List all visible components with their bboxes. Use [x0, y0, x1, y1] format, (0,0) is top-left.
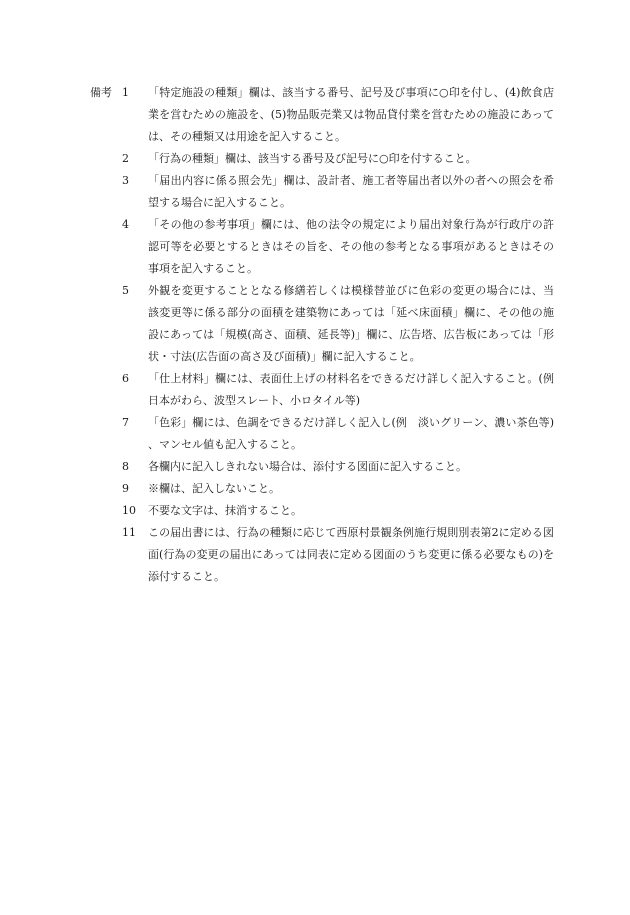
note-number: 8 [122, 460, 129, 473]
note-text: 「届出内容に係る照会先」欄は、設計者、施工者等届出者以外の者への照会を希望する場合に記入すること。 [148, 174, 554, 209]
note-item [122, 214, 554, 280]
remarks-heading: 備考 [90, 86, 112, 99]
notes-list [122, 82, 565, 588]
note-text: 「特定施設の種類」欄は、該当する番号、記号及び事項に○印を付し、(4)飲食店業を営むための施設を、(5)物品販売業又は物品貸付業を営むための施設にあっては、その種類又は用途を記入すること。 [148, 86, 554, 143]
note-text: 各欄内に記入しきれない場合は、添付する図面に記入すること。 [148, 460, 467, 473]
note-item [122, 82, 554, 148]
note-text: 不要な文字は、抹消すること。 [148, 504, 302, 517]
note-number: 6 [122, 372, 129, 385]
note-number: 5 [122, 284, 129, 297]
note-number: 3 [122, 174, 129, 187]
note-number: 10 [122, 504, 136, 517]
note-item [122, 456, 554, 478]
note-number: 7 [122, 416, 129, 429]
note-number: 2 [122, 152, 129, 165]
note-text: 外観を変更することとなる修繕若しくは模様替並びに色彩の変更の場合には、当該変更等に係る部分の面積を建築物にあっては「延べ床面積」欄に、その他の施設にあっては「規模(高さ、面積、延長等)」欄に、広告塔、広告板にあっては「形状・寸法(広告面の高さ及び面積)」欄に記入すること。 [148, 284, 554, 363]
note-text: 「その他の参考事項」欄には、他の法令の規定により届出対象行為が行政庁の許認可等を必要とするときはその旨を、その他の参考となる事項があるときはその事項を記入すること。 [148, 218, 554, 275]
note-text: 「仕上材料」欄には、表面仕上げの材料名をできるだけ詳しく記入すること。(例 日本がわら、波型スレート、小ロタイル等) [148, 372, 565, 407]
note-number: 11 [122, 526, 136, 539]
note-item [122, 368, 565, 412]
note-item [122, 280, 554, 368]
note-text: ※欄は、記入しないこと。 [148, 482, 280, 495]
note-item [122, 412, 554, 456]
note-item [122, 500, 554, 522]
note-item [122, 148, 554, 170]
note-number: 4 [122, 218, 129, 231]
note-item [122, 478, 554, 500]
note-text: 「行為の種類」欄は、該当する番号及び記号に○印を付すること。 [148, 152, 477, 165]
note-text: この届出書には、行為の種類に応じて西原村景観条例施行規則別表第2に定める図面(行為の変更の届出にあっては同表に定める図面のうち変更に係る必要なもの)を添付すること。 [148, 526, 554, 583]
note-text: 「色彩」欄には、色調をできるだけ詳しく記入し(例 淡いグリーン、濃い茶色等)、マンセル値も記入すること。 [148, 416, 554, 451]
note-number: 9 [122, 482, 129, 495]
note-item [122, 522, 554, 588]
note-number: 1 [122, 86, 129, 99]
note-item [122, 170, 554, 214]
